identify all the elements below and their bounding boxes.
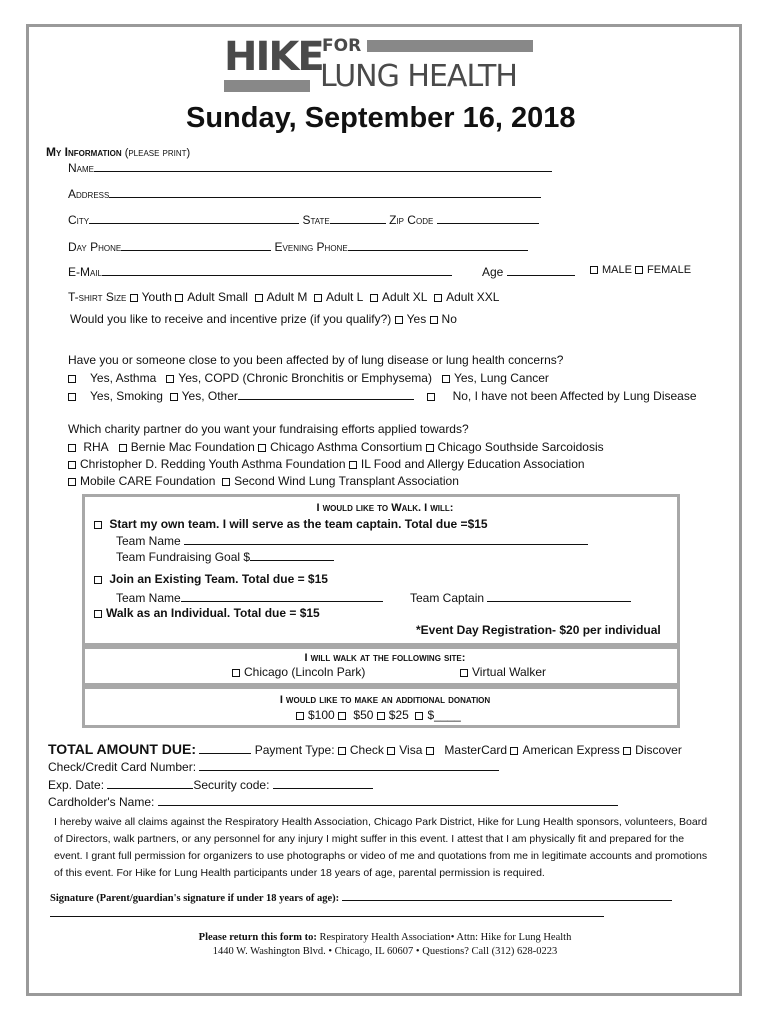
logo-bar (367, 40, 533, 52)
security-code-field[interactable]: Security code: (193, 778, 270, 792)
fund-goal-field[interactable]: Team Fundraising Goal $ (116, 549, 334, 564)
team-name-field[interactable]: Team Name (116, 533, 588, 548)
bernie-mac-checkbox[interactable] (119, 444, 127, 452)
event-date: Sunday, September 16, 2018 (186, 102, 576, 134)
donate-100-checkbox[interactable] (296, 712, 304, 720)
exp-date-field[interactable]: Exp. Date: Security code: (48, 777, 373, 792)
donation-options: $100 $50 $25 $____ (296, 708, 461, 722)
donate-25-checkbox[interactable] (377, 712, 385, 720)
walk-heading: I would like to Walk. I will: (316, 502, 454, 514)
chicago-site-checkbox[interactable] (232, 669, 240, 677)
waiver-text: I hereby waive all claims against the Respiratory Health Association, Chicago Park District, Hike for Lung Health sponsors, volunteers, Board of Directors, walk partners, or any personnel for any injury I might suffer in this event. I attest that I am physically fit and prepared for the event. I grant full permission for organizers to use photographs or video of me and quotations from me in legitimate accounts and promotions of this event. For Hike for Lung Health participants under 18 years of age, parental permission is required. (54, 816, 708, 879)
info-heading: My Information (please print) (46, 145, 191, 159)
donation-heading: I would like to make an additional donation (279, 694, 491, 706)
join-team-checkbox[interactable] (94, 576, 102, 584)
size-xl-checkbox[interactable] (370, 294, 378, 302)
lung-question: Have you or someone close to you been affected by of lung disease or lung health concerns? (68, 353, 564, 367)
logo-lung-text: LUNG HEALTH (320, 59, 517, 94)
age-field[interactable]: Age (482, 264, 575, 279)
city-field[interactable]: City State Zip Code (68, 212, 539, 227)
southside-sarcoidosis-checkbox[interactable] (426, 444, 434, 452)
chicago-site-option: Chicago (Lincoln Park) (232, 665, 365, 679)
signature-line (50, 916, 604, 917)
own-team-option: Start my own team. I will serve as the team captain. Total due =$15 (94, 517, 488, 531)
team-captain-field[interactable]: Team Captain (410, 590, 631, 605)
donate-other-checkbox[interactable] (415, 712, 423, 720)
evening-phone-field[interactable]: Evening Phone (274, 240, 348, 254)
return-line2: 1440 W. Washington Blvd. • Chicago, IL 60607 • Questions? Call (312) 628-0223 (212, 946, 558, 957)
name-field[interactable]: Name (68, 160, 552, 175)
smoking-checkbox[interactable] (68, 393, 76, 401)
event-day-note: *Event Day Registration- $20 per individual (416, 623, 661, 637)
cardholder-field[interactable]: Cardholder's Name: (48, 794, 618, 809)
return-line1: Please return this form to: Respiratory Health Association• Attn: Hike for Lung Health (198, 932, 572, 943)
other-checkbox[interactable] (170, 393, 178, 401)
payment-row: TOTAL AMOUNT DUE: Payment Type: Check Visa MasterCard American Express Discover (48, 741, 682, 757)
prize-yes-checkbox[interactable] (395, 316, 403, 324)
charity-question: Which charity partner do you want your fundraising efforts applied towards? (68, 422, 469, 436)
virtual-walker-option: Virtual Walker (460, 665, 546, 679)
check-checkbox[interactable] (338, 747, 346, 755)
prize-no-checkbox[interactable] (430, 316, 438, 324)
card-number-field[interactable]: Check/Credit Card Number: (48, 759, 499, 774)
lung-options-row2: Yes, Smoking Yes, Other No, I have not been Affected by Lung Disease (68, 388, 697, 403)
email-field[interactable]: E-Mail (68, 264, 452, 279)
il-food-allergy-checkbox[interactable] (349, 461, 357, 469)
mastercard-checkbox[interactable] (426, 747, 434, 755)
mobile-care-checkbox[interactable] (68, 478, 76, 486)
address-field[interactable]: Address (68, 186, 541, 201)
size-m-checkbox[interactable] (255, 294, 263, 302)
zip-field[interactable]: Zip Code (389, 213, 434, 227)
day-phone-field[interactable]: Day Phone Evening Phone (68, 239, 528, 254)
signature-field[interactable]: Signature (Parent/guardian's signature if under 18 years of age): (50, 889, 672, 904)
charity-row3: Mobile CARE Foundation Second Wind Lung Transplant Association (68, 474, 459, 488)
copd-checkbox[interactable] (166, 375, 174, 383)
size-youth-checkbox[interactable] (130, 294, 138, 302)
no-lung-disease-checkbox[interactable] (427, 393, 435, 401)
female-checkbox[interactable] (635, 266, 643, 274)
logo-bar-2 (224, 80, 310, 92)
chicago-asthma-checkbox[interactable] (258, 444, 266, 452)
discover-checkbox[interactable] (623, 747, 631, 755)
gender-options: MALE FEMALE (590, 264, 691, 276)
second-wind-checkbox[interactable] (222, 478, 230, 486)
site-heading: I will walk at the following site: (304, 652, 466, 664)
existing-team-name-field[interactable]: Team Name (116, 590, 383, 605)
logo-hike-text: HIKE (224, 34, 323, 80)
lung-cancer-checkbox[interactable] (442, 375, 450, 383)
charity-row1: RHA Bernie Mac Foundation Chicago Asthma Consortium Chicago Southside Sarcoidosis (68, 440, 604, 454)
total-due-label: TOTAL AMOUNT DUE: (48, 741, 197, 757)
male-checkbox[interactable] (590, 266, 598, 274)
lung-options-row1: Yes, Asthma Yes, COPD (Chronic Bronchitis or Emphysema) Yes, Lung Cancer (68, 371, 549, 385)
individual-option: Walk as an Individual. Total due = $15 (94, 606, 320, 620)
donate-50-checkbox[interactable] (338, 712, 346, 720)
join-team-option: Join an Existing Team. Total due = $15 (94, 572, 328, 586)
size-small-checkbox[interactable] (175, 294, 183, 302)
amex-checkbox[interactable] (510, 747, 518, 755)
total-due-field[interactable] (199, 742, 251, 754)
virtual-walker-checkbox[interactable] (460, 669, 468, 677)
tshirt-sizes: T-shirt Size Youth Adult Small Adult M Adult L Adult XL Adult XXL (68, 290, 500, 304)
prize-question: Would you like to receive and incentive prize (if you qualify?) Yes No (70, 312, 457, 326)
individual-checkbox[interactable] (94, 610, 102, 618)
logo-for-text: FOR (322, 36, 362, 56)
rha-checkbox[interactable] (68, 444, 76, 452)
visa-checkbox[interactable] (387, 747, 395, 755)
size-xxl-checkbox[interactable] (434, 294, 442, 302)
redding-checkbox[interactable] (68, 461, 76, 469)
own-team-checkbox[interactable] (94, 521, 102, 529)
state-field[interactable]: State (302, 213, 330, 227)
size-l-checkbox[interactable] (314, 294, 322, 302)
charity-row2: Christopher D. Redding Youth Asthma Foundation IL Food and Allergy Education Association (68, 457, 585, 471)
asthma-checkbox[interactable] (68, 375, 76, 383)
